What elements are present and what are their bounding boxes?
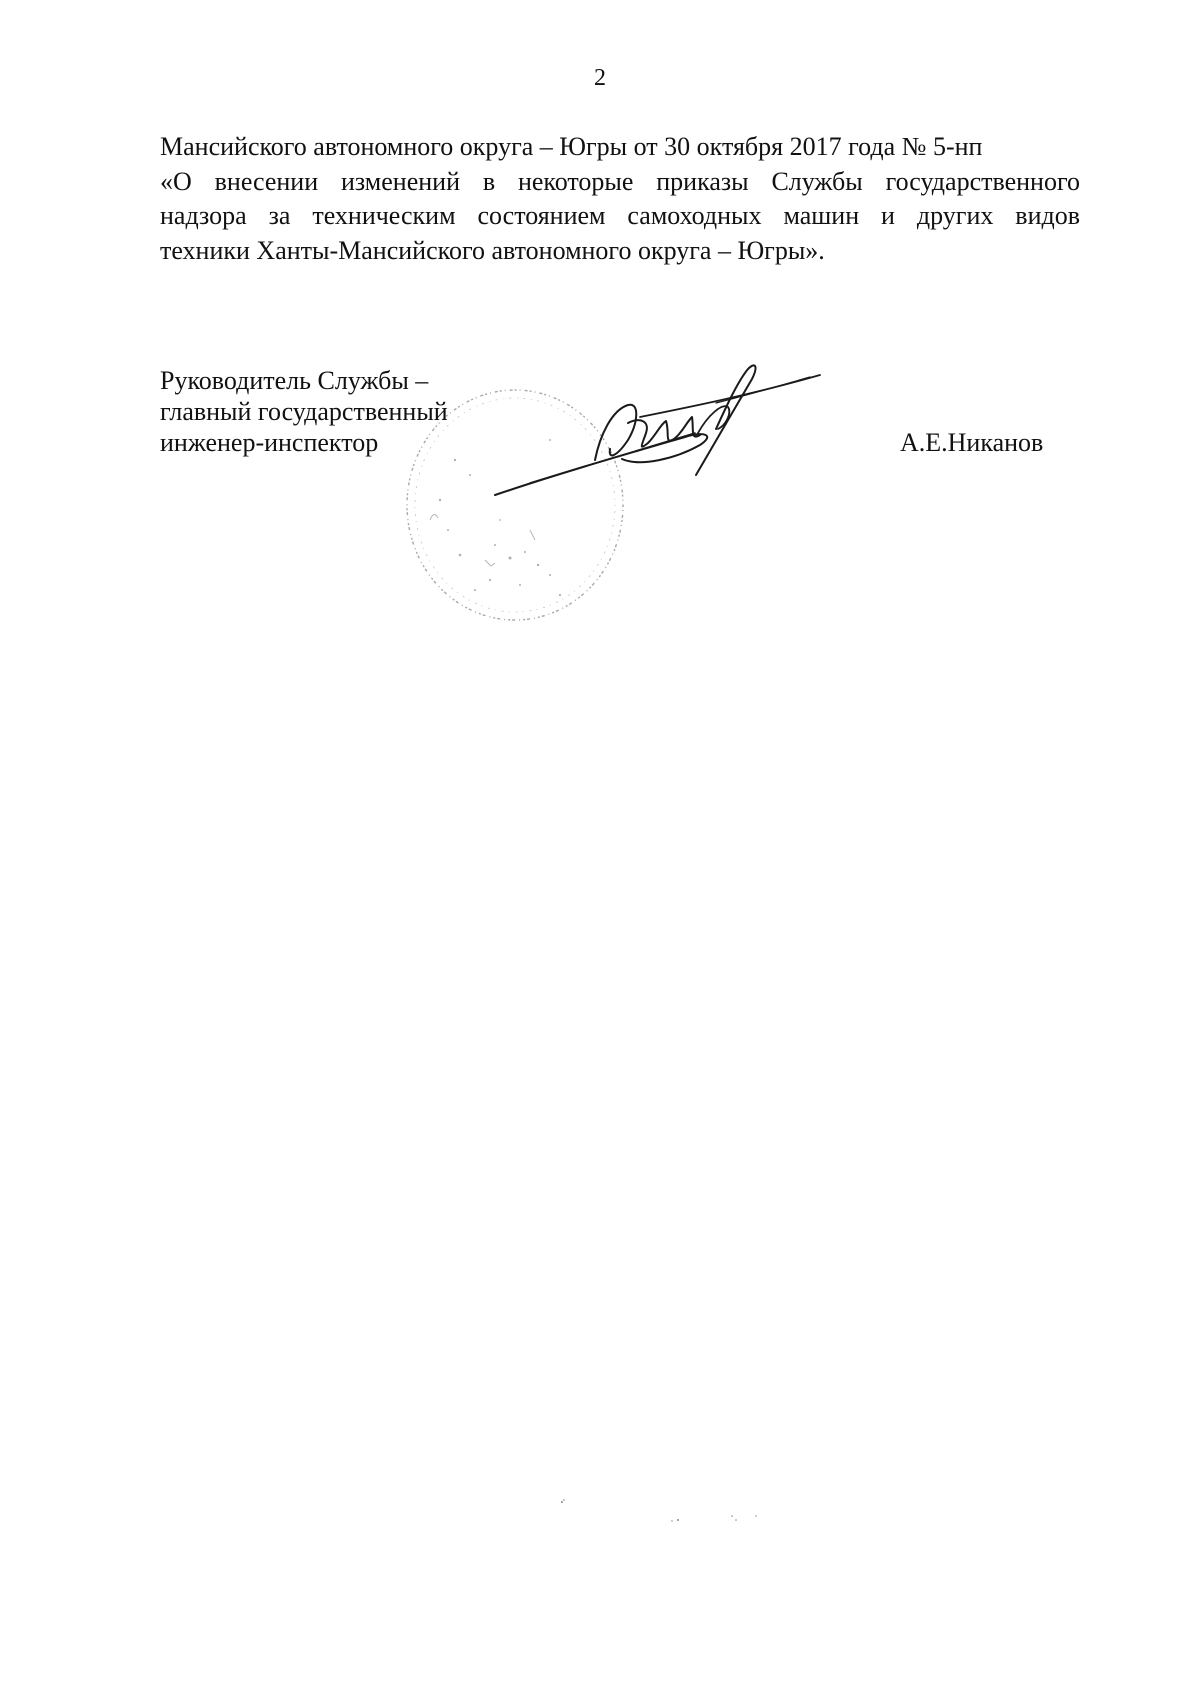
body-paragraph: [160, 130, 1080, 268]
handwritten-signature-icon: [490, 355, 830, 505]
signatory-title-line: главный государственный: [160, 397, 448, 426]
signatory-title-line: инженер-инспектор: [160, 428, 379, 457]
body-line: техники Ханты-Мансийского автономного округа – Югры».: [160, 235, 825, 265]
page-number: 2: [594, 65, 606, 91]
signature-block: [160, 365, 448, 458]
body-line: надзора за техническим состоянием самоходных машин и других видов: [160, 201, 1080, 230]
signer-name: А.Е.Никанов: [900, 428, 1044, 457]
body-line: «О внесении изменений в некоторые приказы Службы государственного: [160, 166, 1080, 196]
signatory-title-line: Руководитель Службы –: [160, 366, 429, 395]
scan-specks: [560, 1490, 780, 1530]
body-line: Мансийского автономного округа – Югры от 30 октября 2017 года № 5-нп: [160, 132, 983, 161]
